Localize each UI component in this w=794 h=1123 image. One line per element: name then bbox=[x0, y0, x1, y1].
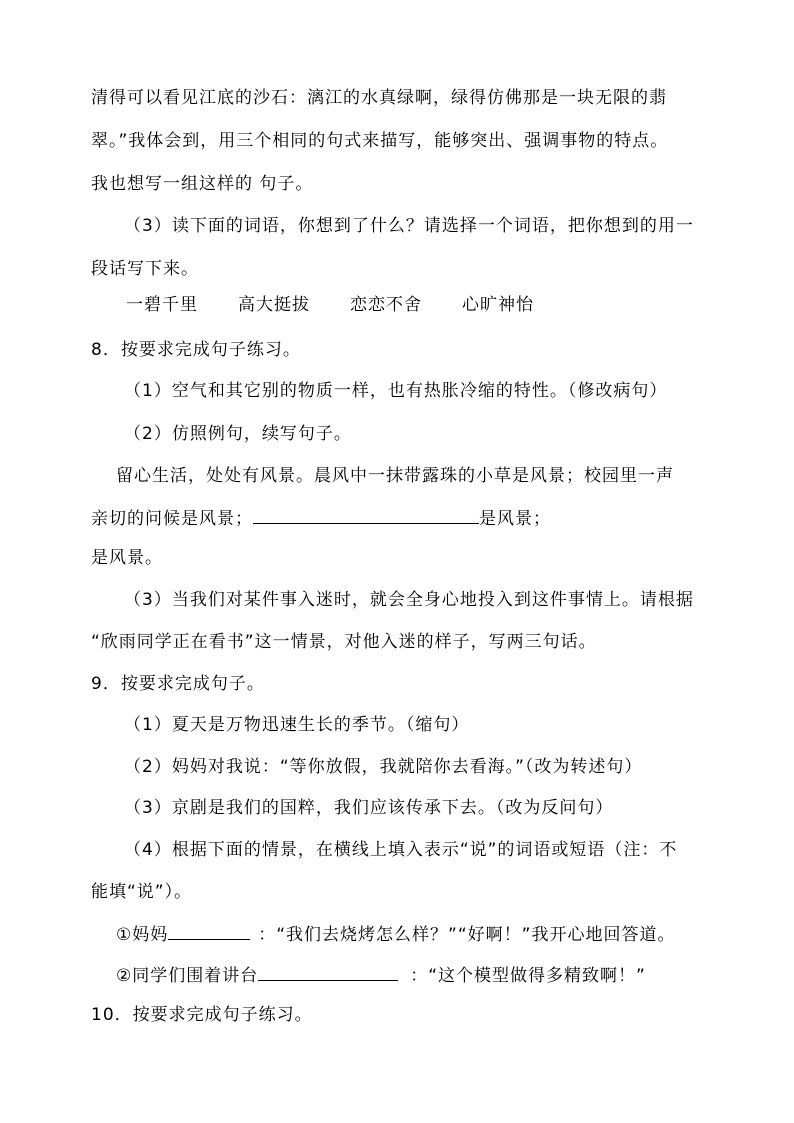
question-10-title: 10．按要求完成句子练习。 bbox=[91, 1005, 313, 1025]
text-segment: 亲切的问候是风景； bbox=[91, 509, 253, 529]
vocab-word-3: 恋恋不舍 bbox=[350, 295, 422, 315]
text-line: 我也想写一组这样的 句子。 bbox=[91, 174, 314, 194]
text-line: 段话写下来。 bbox=[91, 259, 199, 279]
vocab-word-2: 高大挺拔 bbox=[238, 295, 310, 315]
question-9-1: （1）夏天是万物迅速生长的季节。（缩句） bbox=[124, 715, 470, 735]
text-line: 能填“说”）。 bbox=[91, 882, 193, 902]
text-line: 翠。”我体会到，用三个相同的句式来描写，能够突出、强调事物的特点。 bbox=[91, 131, 669, 151]
fill-line-9-4-1 bbox=[116, 921, 675, 947]
question-8-3: （3）当我们对某件事入迷时，就会全身心地投入到这件事情上。请根据 bbox=[124, 590, 694, 610]
answer-blank[interactable] bbox=[168, 921, 250, 940]
question-9-4: （4）根据下面的情景，在横线上填入表示“说”的词语或短语（注：不 bbox=[124, 840, 678, 860]
example-sentence: 留心生活，处处有风景。晨风中一抹带露珠的小草是风景；校园里一声 bbox=[116, 466, 674, 486]
fill-line-9-4-2 bbox=[116, 962, 646, 988]
question-9-2: （2）妈妈对我说：“等你放假，我就陪你去看海。”（改为转述句） bbox=[124, 757, 643, 777]
question-9-title: 9．按要求完成句子。 bbox=[91, 674, 265, 694]
text-line: 是风景。 bbox=[91, 548, 163, 568]
vocab-word-4: 心旷神怡 bbox=[462, 295, 534, 315]
text-segment: ：“这个模型做得多精致啊！” bbox=[410, 966, 646, 986]
answer-blank[interactable] bbox=[258, 962, 398, 981]
fill-line-8-2 bbox=[91, 505, 551, 531]
question-9-3: （3）京剧是我们的国粹，我们应该传承下去。（改为反问句） bbox=[124, 798, 614, 818]
text-segment: ②同学们围着讲台 bbox=[116, 966, 259, 986]
answer-blank[interactable] bbox=[253, 505, 479, 524]
question-7-3: （3）读下面的词语，你想到了什么？请选择一个词语，把你想到的用一 bbox=[124, 216, 694, 236]
text-segment: ①妈妈 bbox=[116, 925, 169, 945]
question-8-title: 8．按要求完成句子练习。 bbox=[91, 340, 301, 360]
question-8-1: （1）空气和其它别的物质一样，也有热胀冷缩的特性。（修改病句） bbox=[124, 381, 668, 401]
question-8-2: （2）仿照例句，续写句子。 bbox=[124, 424, 352, 444]
vocab-word-1: 一碧千里 bbox=[126, 295, 198, 315]
text-line: 清得可以看见江底的沙石：漓江的水真绿啊，绿得仿佛那是一块无限的翡 bbox=[91, 88, 667, 108]
text-segment: ：“我们去烧烤怎么样？”“好啊！”我开心地回答道。 bbox=[258, 925, 676, 945]
text-line: “欣雨同学正在看书”这一情景，对他入迷的样子，写两三句话。 bbox=[91, 632, 597, 652]
text-segment: 是风景； bbox=[479, 509, 551, 529]
